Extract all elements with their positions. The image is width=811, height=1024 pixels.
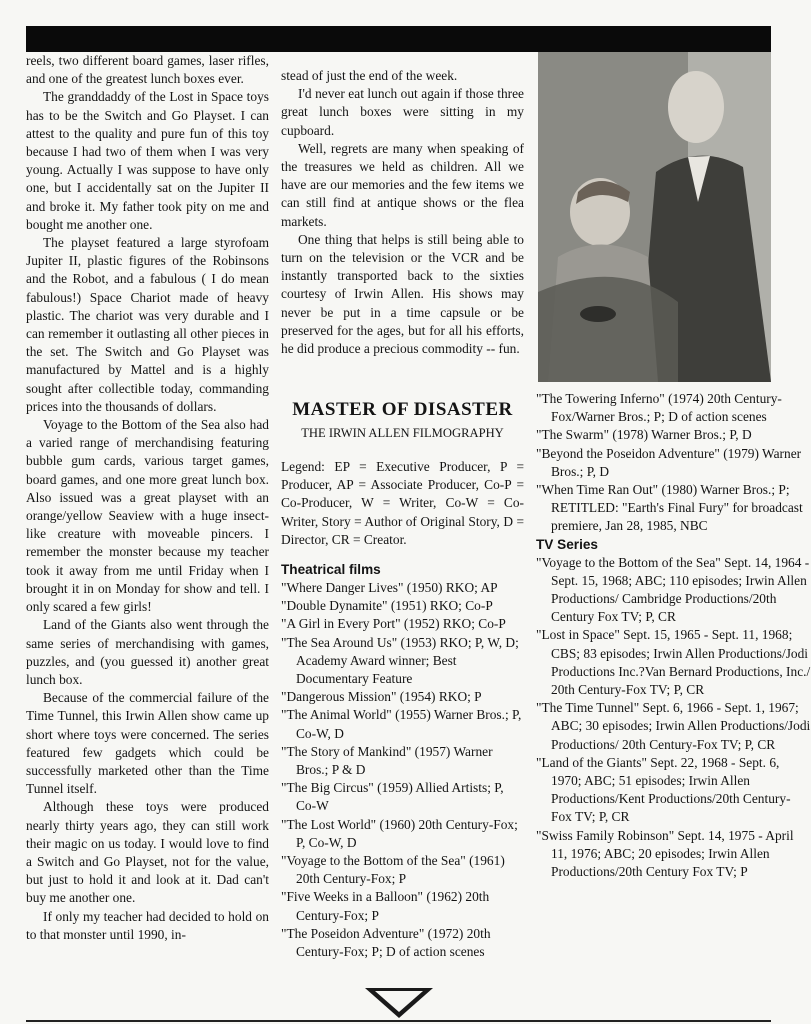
theatrical-heading: Theatrical films [281,562,381,578]
filmography-entry: "Beyond the Poseidon Adventure" (1979) Warner Bros.; P, D [536,445,802,479]
filmography-entry: "Dangerous Mission" (1954) RKO; P [281,689,482,705]
filmography-entry: "The Big Circus" (1959) Allied Artists; P, Co-W [281,780,504,814]
article-column-2 [281,67,524,358]
filmography-entry: "Five Weeks in a Balloon" (1962) 20th Century-Fox; P [281,889,490,923]
article-paragraph: One thing that helps is still being able to turn on the television or the VCR and be instantly transported back to the sixties courtesy of Irwin Allen. His shows may never be put in a time capsule or be preserved for the ages, but for all his efforts, he did produce a precious commodity -- fun. [281,231,524,357]
tv-list [536,554,811,882]
article-paragraph: Land of the Giants also went through the same series of merchandising with games, puzzles, and (you guessed it) another great lunch box. [26,617,269,687]
filmography-entry: "Where Danger Lives" (1950) RKO; AP [281,580,498,596]
filmography-column-3 [536,390,811,881]
filmography-entry: "The Lost World" (1960) 20th Century-Fox; P, Co-W, D [281,816,518,850]
article-paragraph: Well, regrets are many when speaking of the treasures we held as children. All we have are our memories and the few items we can still find at antique shows or the flea markets. [281,140,524,229]
filmography-entry: "Lost in Space" Sept. 15, 1965 - Sept. 11, 1968; CBS; 83 episodes; Irwin Allen Productions/Jodi Productions Inc.?Van Bernard Productions, Inc./ 20th Century-Fox TV; P, CR [536,627,811,698]
filmography-box [281,398,524,961]
filmography-entry: "Voyage to the Bottom of the Sea" (1961) 20th Century-Fox; P [281,853,505,887]
article-paragraph: The playset featured a large styrofoam Jupiter II, plastic figures of the Robinsons and the Robot, and a fabulous ( I do mean fabulous!) Space Chariot made of heavy plastic. The chariot was very durable and I can remember it outlasting all other pieces in the set. The Switch and Go Playset was manufactured by Mattel and is a highly sought after collectible today, commanding prices into the thousands of dollars. [26,235,269,414]
filmography-entry: "When Time Ran Out" (1980) Warner Bros.; P; RETITLED: "Earth's Final Fury" for broadcast premiere, Jan 28, 1985, NBC [536,482,803,534]
article-paragraph: Because of the commercial failure of the Time Tunnel, this Irwin Allen show came up short where toys were concerned. The series featured few gadgets which could be successfully marketed other than the Time Tunnel itself. [26,690,269,797]
article-paragraph: If only my teacher had decided to hold on to that monster until 1990, in- [26,908,269,942]
filmography-entry: "A Girl in Every Port" (1952) RKO; Co-P [281,616,506,632]
article-paragraph: reels, two different board games, laser rifles, and one of the greatest lunch boxes ever. [26,53,269,87]
filmography-entry: "The Story of Mankind" (1957) Warner Bros.; P & D [281,743,493,778]
tv-heading: TV Series [536,536,598,552]
filmography-entry: "The Poseidon Adventure" (1972) 20th Century-Fox; P; D of action scenes [281,925,491,960]
filmography-entry: "Voyage to the Bottom of the Sea" Sept. 14, 1964 - Sept. 15, 1968; ABC; 110 episodes; Irwin Allen Productions/ Cambridge Productions/20th Century Fox TV; P, CR [536,554,810,625]
still-photo [538,52,771,382]
footer-rule [26,1020,771,1022]
filmography-entry: "The Sea Around Us" (1953) RKO; P, W, D; Academy Award winner; Best Documentary Feature [281,634,519,687]
filmography-entry: "Swiss Family Robinson" Sept. 14, 1975 - April 11, 1976; ABC; 20 episodes; Irwin Allen Productions/20th Century Fox TV; P [536,827,794,880]
article-paragraph: stead of just the end of the week. [281,68,458,83]
photo-illustration [538,52,771,382]
filmography-title: MASTER OF DISASTER [292,399,513,420]
filmography-legend: Legend: EP = Executive Producer, P = Producer, AP = Associate Producer, Co-P = Co-Producer, W = Writer, Co-W = Co-Writer, Story = Author of Original Story, D = Director, CR = Creator. [281,459,524,547]
article-paragraph: I'd never eat lunch out again if those three great lunch boxes were sitting in my cupboard. [281,86,524,138]
filmography-entry: "The Towering Inferno" (1974) 20th Century-Fox/Warner Bros.; P; D of action scenes [536,391,782,425]
filmography-entry: "Double Dynamite" (1951) RKO; Co-P [281,598,493,614]
filmography-entry: "Land of the Giants" Sept. 22, 1968 - Sept. 6, 1970; ABC; 51 episodes; Irwin Allen Productions/Kent Productions/20th Century-Fox TV; P, CR [536,754,791,825]
filmography-subtitle: THE IRWIN ALLEN FILMOGRAPHY [301,426,504,440]
article-column-1 [26,52,269,944]
article-paragraph: The granddaddy of the Lost in Space toys has to be the Switch and Go Playset. I can attest to the quality and pure fun of this toy because I had two of them when I was very young. Actually I was suppose to have only one, but I accidentally sat on the Jupiter II and broke it. My father took pity on me and bought me another one. [26,89,269,232]
article-paragraph: Voyage to the Bottom of the Sea also had a varied range of merchandising featuring bubble gum cards, various target games, board games, and one more great lunch box. Also issued was a great playset with an orange/yellow Seaview with a huge insect-like creature with moveable pincers. I remember the monster because my teacher took it away from me until Friday when I brought it in on Monday for show and tell. I only scared a few girls! [26,417,269,615]
theatrical-cont-list [536,390,803,536]
article-paragraph: Although these toys were produced nearly thirty years ago, they can still work their magic on us today. I would love to find a Switch and Go Playset, not for the value, but just to hold it and look at it. Dad can't buy me another one. [26,799,269,906]
header-bar [26,26,771,52]
theatrical-list [281,579,524,961]
filmography-entry: "The Time Tunnel" Sept. 6, 1966 - Sept. 1, 1967; ABC; 30 episodes; Irwin Allen Productions/Jodi Productions/ 20th Century-Fox TV; P, CR [536,700,811,752]
filmography-entry: "The Animal World" (1955) Warner Bros.; P, Co-W, D [281,707,522,741]
end-mark-inner [375,991,423,1012]
filmography-entry: "The Swarm" (1978) Warner Bros.; P, D [536,427,752,443]
